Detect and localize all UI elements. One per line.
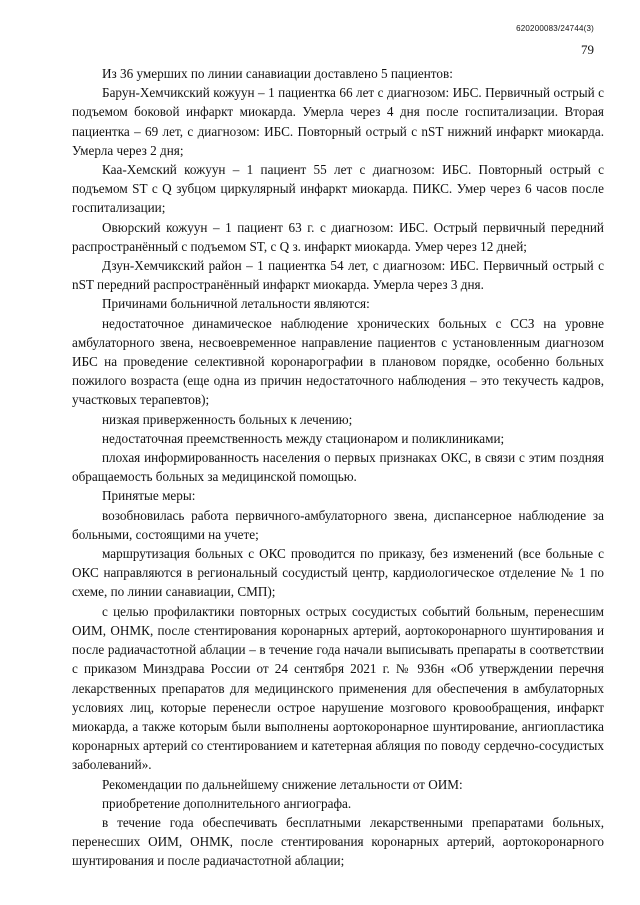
paragraph: Принятые меры: — [102, 488, 196, 504]
paragraph: Каа-Хемский кожуун – 1 пациент 55 лет с диагнозом: ИБС. Повторный острый с подъемом ST с Q зубцом циркулярный инфаркт миокарда. ПИКС. Умер через 6 часов после госпитализации; — [72, 162, 604, 216]
paragraph: Рекомендации по дальнейшему снижение летальности от ОИМ: — [102, 776, 463, 792]
paragraph: Причинами больничной летальности являются: — [102, 296, 370, 312]
paragraph: недостаточная преемственность между стационаром и поликлиниками; — [102, 430, 505, 446]
paragraph: Овюрский кожуун – 1 пациент 63 г. с диагнозом: ИБС. Острый первичный передний распространённый с подъемом ST, с Q з. инфаркт миокарда. Умер через 12 дней; — [72, 219, 604, 254]
document-id: 620200083/24744(3) — [516, 24, 594, 33]
paragraph: низкая приверженность больных к лечению; — [102, 411, 353, 427]
paragraph: маршрутизация больных с ОКС проводится по приказу, без изменений (все больные с ОКС направляются в региональный сосудистый центр, кардиологическое отделение № 1 по схеме, по линии санавиации, СМП); — [72, 546, 604, 600]
paragraph: недостаточное динамическое наблюдение хронических больных с ССЗ на уровне амбулаторного звена, несвоевременное направление пациентов с установленным диагнозом ИБС на проведение селективной коронарографии в плановом порядке, особенно больных пожилого возраста (еще одна из причин недостаточного наблюдения – это текучесть кадров, участковых терапевтов); — [72, 315, 604, 408]
paragraph: с целью профилактики повторных острых сосудистых событий больным, перенесшим ОИМ, ОНМК, после стентирования коронарных артерий, аортокоронарного шунтирования и после радиачастотной аблации – в течение года начали выписывать препараты в соответствии с приказом Минздрава России от 24 сентября 2021 г. № 936н «Об утверждении перечня лекарственных препаратов для медицинского применения для обеспечения в амбулаторных условиях лиц, которые перенесли острое нарушение мозгового кровообращения, инфаркт миокарда, а также которым были выполнены аортокоронарное шунтирование, ангиопластика коронарных артерий со стентированием и катетерная абляция по поводу сердечно-сосудистых заболеваний». — [72, 603, 604, 773]
paragraph: Дзун-Хемчикский район – 1 пациентка 54 лет, с диагнозом: ИБС. Первичный острый с nST передний распространённый инфаркт миокарда. Умерла через 3 дня. — [72, 258, 604, 293]
paragraph: Барун-Хемчикский кожуун – 1 пациентка 66 лет с диагнозом: ИБС. Первичный острый с подъемом боковой инфаркт миокарда. Умерла через 4 дня после госпитализации. Вторая пациентка – 69 лет, с диагнозом: ИБС. Повторный острый с nST нижний инфаркт миокарда. Умерла через 2 дня; — [72, 85, 604, 158]
paragraph: плохая информированность населения о первых признаках ОКС, в связи с этим поздняя обращаемость больных за медицинской помощью. — [72, 450, 604, 485]
document-body — [72, 64, 604, 871]
paragraph: в течение года обеспечивать бесплатными лекарственными препаратами больных, перенесших ОИМ, ОНМК, после стентирования коронарных артерий, аортокоронарного шунтирования и после радиачастотной аблации; — [72, 814, 604, 869]
paragraph: возобновилась работа первичного-амбулаторного звена, диспансерное наблюдение за больными, состоящими на учете; — [72, 507, 604, 542]
paragraph: Из 36 умерших по линии санавиации доставлено 5 пациентов: — [102, 66, 453, 81]
page-number: 79 — [581, 42, 594, 57]
paragraph: приобретение дополнительного ангиографа. — [102, 795, 352, 811]
